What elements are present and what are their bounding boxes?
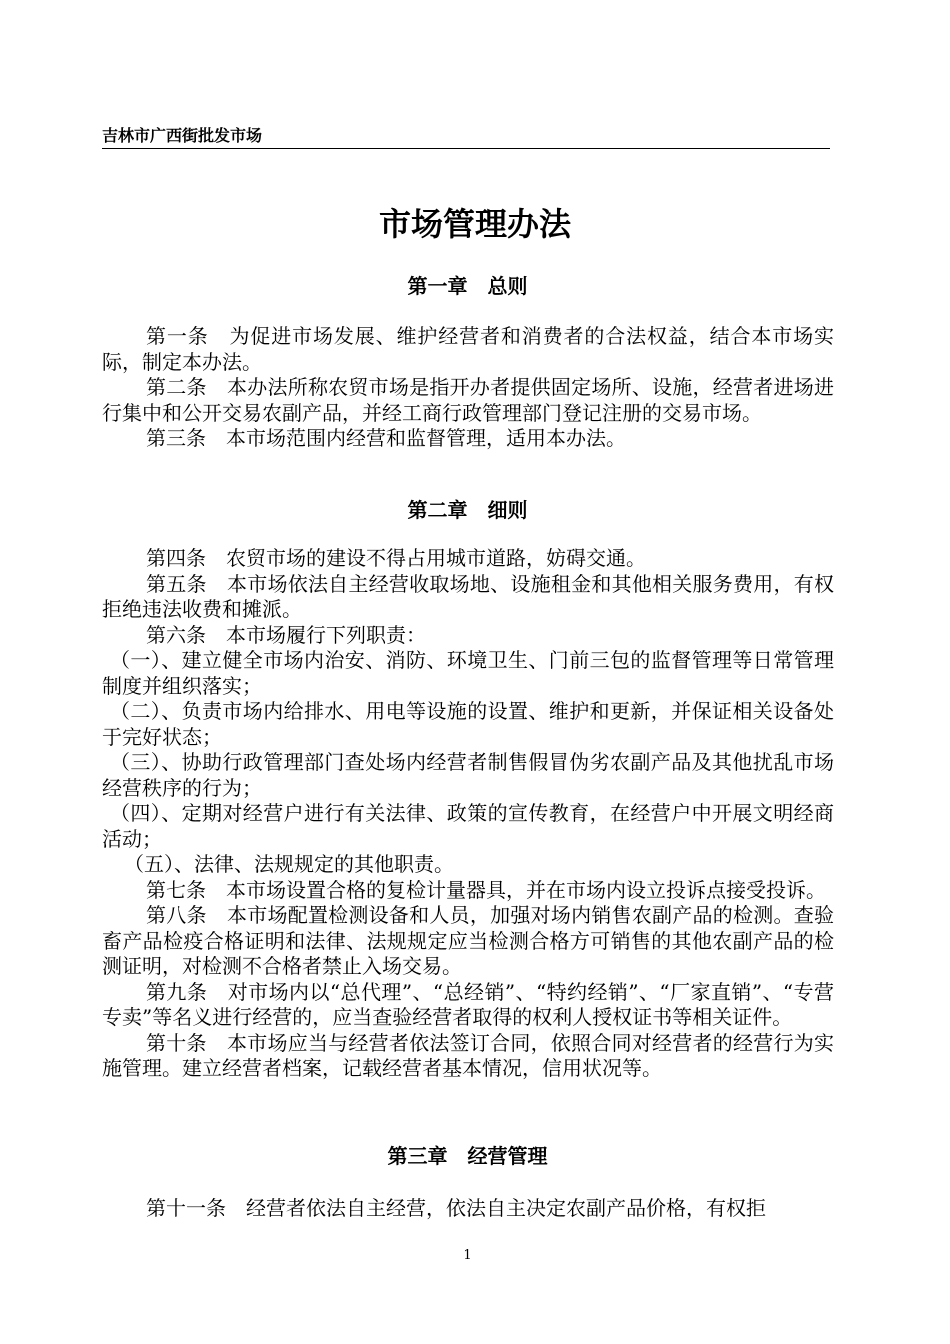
- duty-item-5: （五）、法律、法规规定的其他职责。: [124, 852, 454, 876]
- article-11: 第十一条 经营者依法自主经营，依法自主决定农副产品价格，有权拒: [146, 1196, 766, 1220]
- duty-item-4: （四）、定期对经营户进行有关法律、政策的宣传教育，在经营户中开展文明经商活动；: [102, 801, 834, 851]
- page-header: [102, 126, 830, 149]
- chapter-3-body: [102, 1196, 834, 1222]
- article-6: 第六条 本市场履行下列职责：: [146, 622, 426, 647]
- article-10: 第十条 本市场应当与经营者依法签订合同，依照合同对经营者的经营行为实施管理。建立经营者档案，记载经营者基本情况，信用状况等。: [102, 1030, 834, 1080]
- article-8: 第八条 本市场配置检测设备和人员，加强对场内销售农副产品的检测。查验畜产品检疫合格证明和法律、法规规定应当检测合格方可销售的其他农副产品的检测证明，对检测不合格者禁止入场交易。: [102, 903, 834, 978]
- chapter-2-body: [102, 546, 834, 1082]
- duty-item-2: （二）、负责市场内给排水、用电等设施的设置、维护和更新，并保证相关设备处于完好状态；: [102, 699, 834, 749]
- article-9: 第九条 对市场内以“总代理”、“总经销”、“特约经销”、“厂家直销”、“专营专卖”等名义进行经营的，应当查验经营者取得的权利人授权证书等相关证件。: [102, 979, 834, 1029]
- article-2: 第二条 本办法所称农贸市场是指开办者提供固定场所、设施，经营者进场进行集中和公开交易农副产品，并经工商行政管理部门登记注册的交易市场。: [102, 375, 834, 425]
- duty-item-3: （三）、协助行政管理部门查处场内经营者制售假冒伪劣农副产品及其他扰乱市场经营秩序的行为；: [102, 750, 834, 800]
- page-number: 1: [463, 1248, 472, 1263]
- article-1: 第一条 为促进市场发展、维护经营者和消费者的合法权益，结合本市场实际，制定本办法。: [102, 324, 834, 374]
- header-organization: 吉林市广西街批发市场: [102, 126, 263, 145]
- article-4: 第四条 农贸市场的建设不得占用城市道路，妨碍交通。: [146, 546, 646, 570]
- article-7: 第七条 本市场设置合格的复检计量器具，并在市场内设立投诉点接受投诉。: [146, 877, 826, 902]
- article-5: 第五条 本市场依法自主经营收取场地、设施租金和其他相关服务费用，有权拒绝违法收费和摊派。: [102, 571, 834, 621]
- duty-item-1: （一）、建立健全市场内治安、消防、环境卫生、门前三包的监督管理等日常管理制度并组织落实；: [102, 648, 834, 698]
- chapter-2-heading: 第二章 细则: [407, 498, 528, 522]
- article-3: 第三条 本市场范围内经营和监督管理，适用本办法。: [146, 426, 626, 450]
- chapter-1-body: [102, 324, 834, 452]
- document-title: 市场管理办法: [378, 205, 571, 243]
- chapter-1-heading: 第一章 总则: [407, 274, 528, 298]
- chapter-3-heading: 第三章 经营管理: [387, 1144, 548, 1168]
